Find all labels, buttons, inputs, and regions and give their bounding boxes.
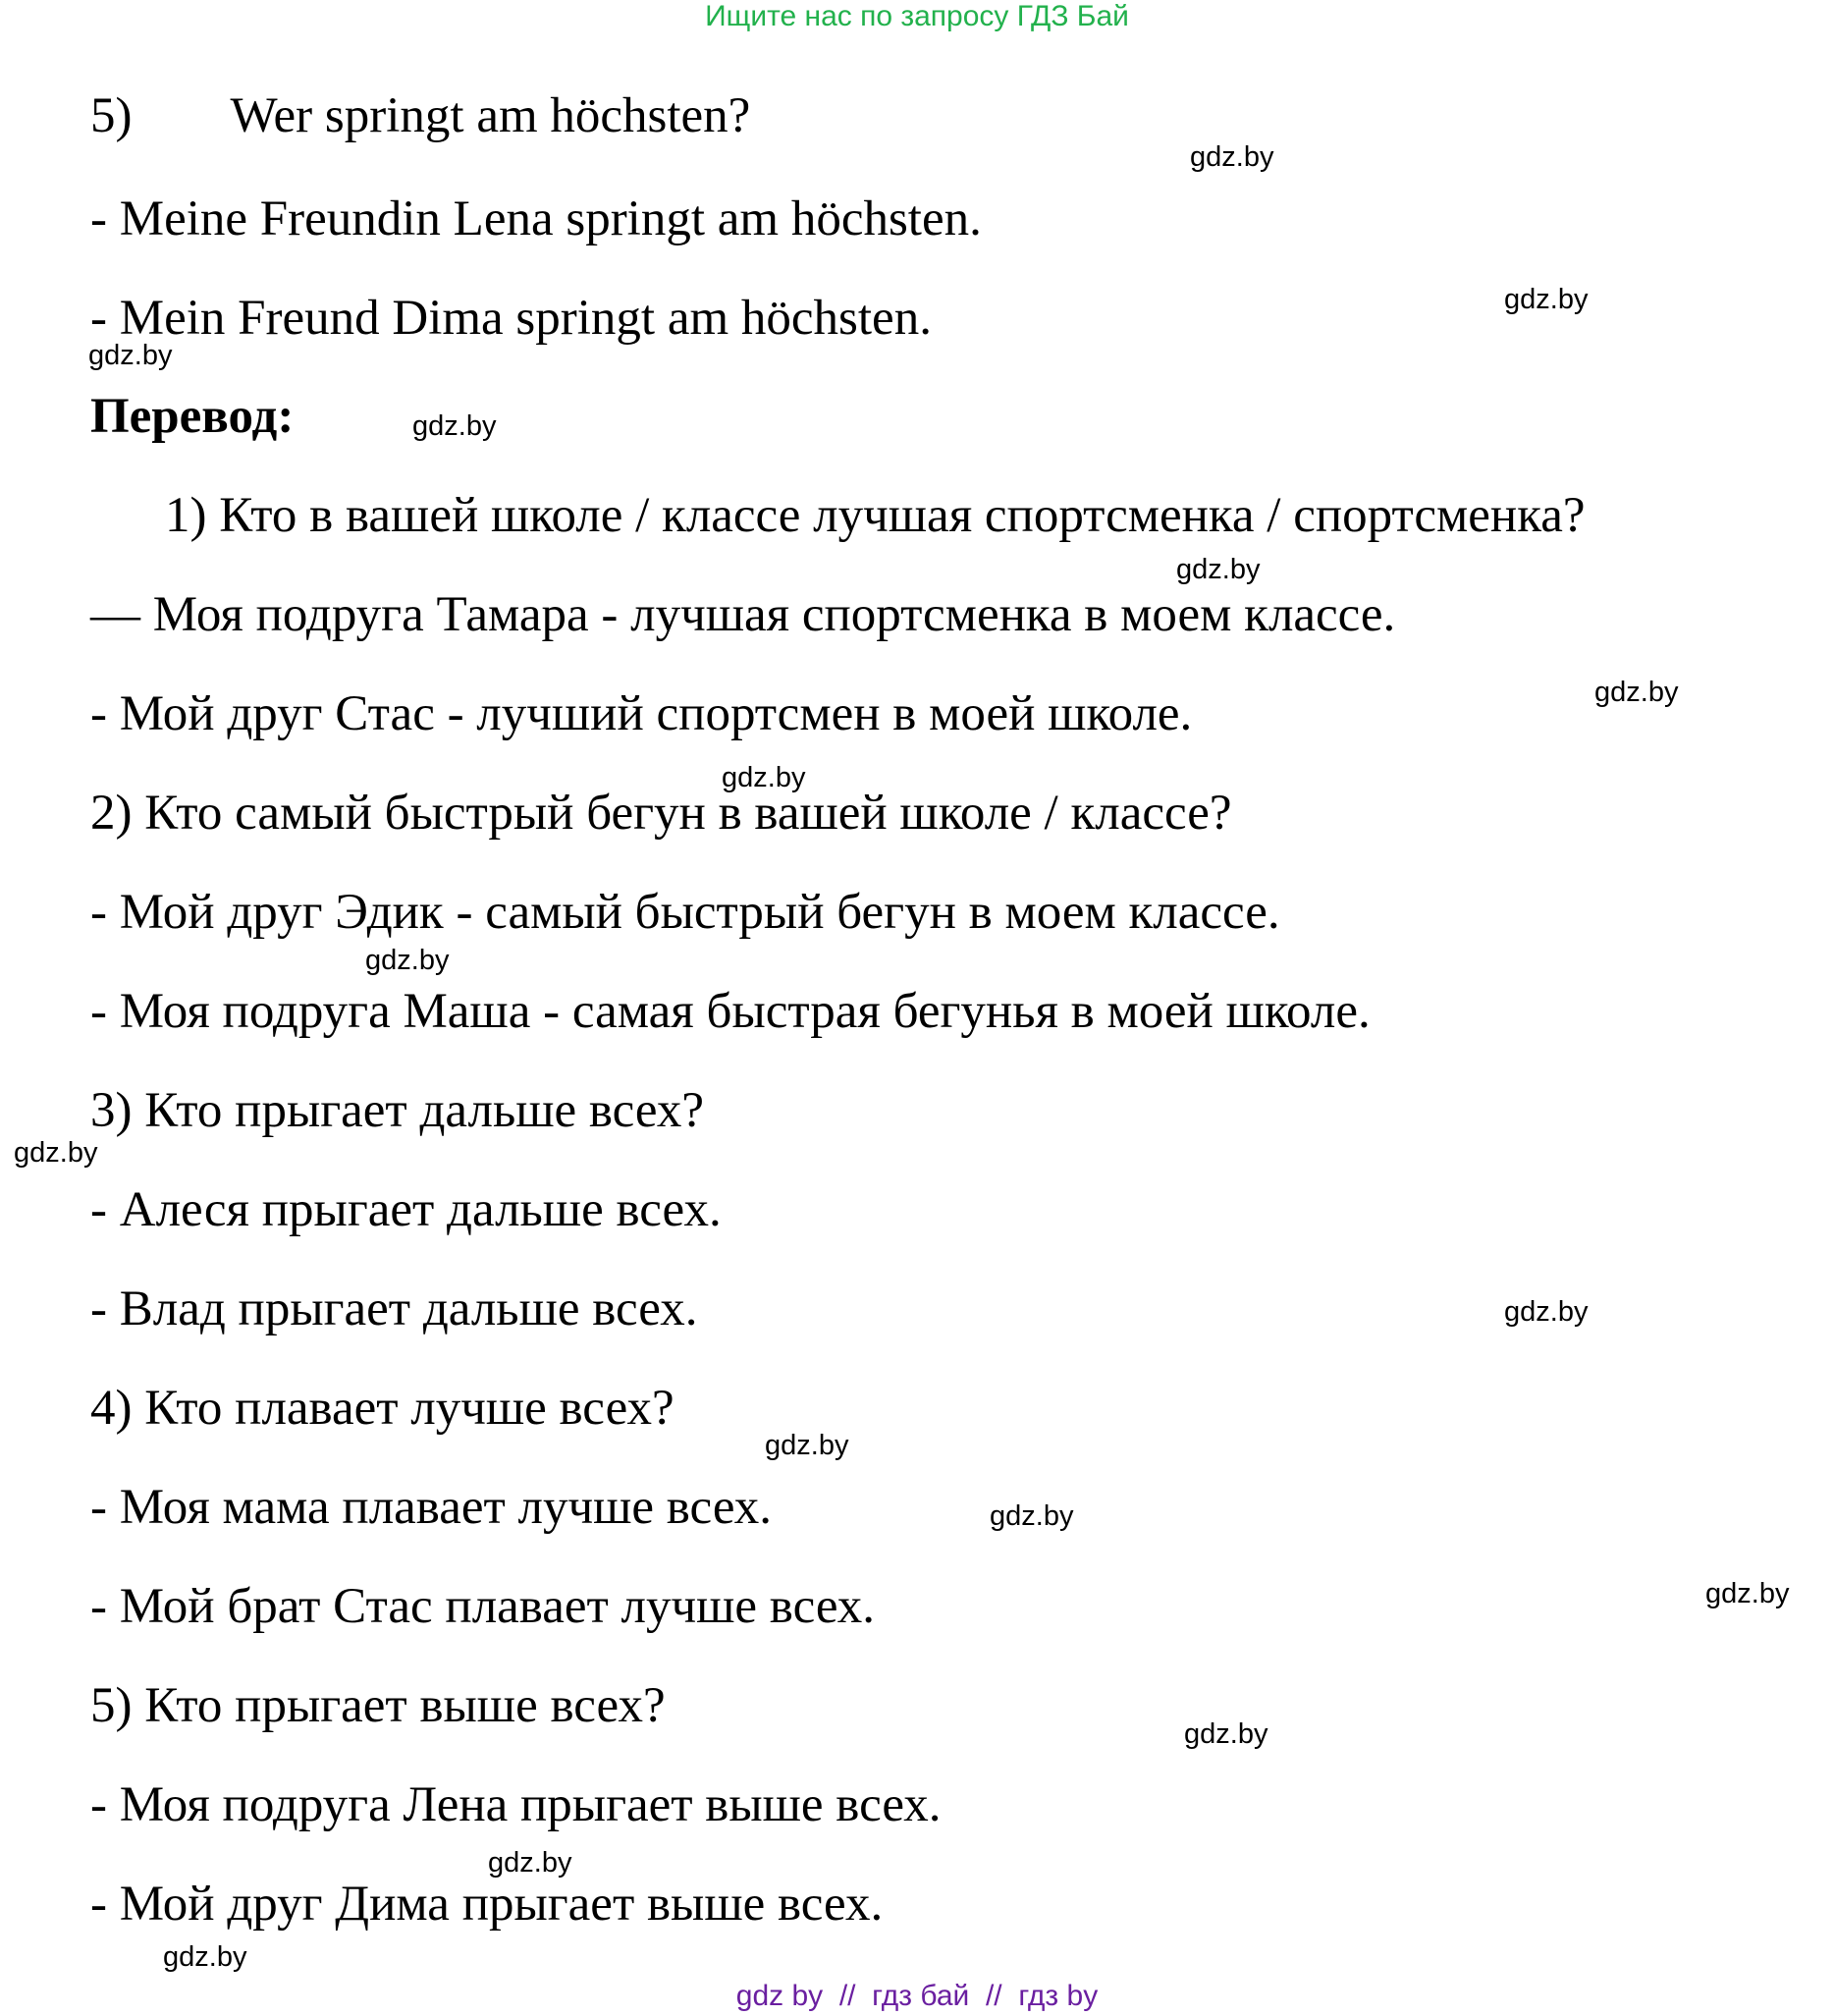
watermark: gdz.by <box>488 1847 572 1879</box>
question-number: 5) <box>90 88 133 143</box>
german-answer-1: - Meine Freundin Lena springt am höchsten. <box>90 191 982 246</box>
site-search-banner: Ищите нас по запросу ГДЗ Бай <box>705 0 1129 32</box>
german-answer-2: - Mein Freund Dima springt am höchsten. <box>90 291 932 346</box>
translation-heading: Перевод: <box>90 389 295 444</box>
watermark: gdz.by <box>722 762 806 793</box>
translation-answer-2a: - Мой друг Эдик - самый быстрый бегун в моем классе. <box>90 885 1280 940</box>
watermark: gdz.by <box>88 340 173 371</box>
translation-answer-3b: - Влад прыгает дальше всех. <box>90 1281 698 1336</box>
translation-answer-4a: - Моя мама плавает лучше всех. <box>90 1480 773 1535</box>
translation-answer-4b: - Мой брат Стас плавает лучше всех. <box>90 1579 876 1634</box>
watermark: gdz.by <box>1190 141 1274 173</box>
watermark: gdz.by <box>14 1137 98 1169</box>
translation-question-1: 1) Кто в вашей школе / классе лучшая спортсменка / спортсменка? <box>165 488 1586 543</box>
question-text: Wer springt am höchsten? <box>230 88 751 143</box>
watermark: gdz.by <box>1504 284 1589 315</box>
watermark: gdz.by <box>1176 554 1261 585</box>
translation-question-2: 2) Кто самый быстрый бегун в вашей школе / классе? <box>90 786 1232 841</box>
watermark: gdz.by <box>1594 677 1679 708</box>
translation-answer-3a: - Алеся прыгает дальше всех. <box>90 1182 722 1237</box>
watermark: gdz.by <box>765 1430 849 1461</box>
watermark: gdz.by <box>412 410 497 442</box>
watermark: gdz.by <box>163 1941 247 1973</box>
translation-answer-5a: - Моя подруга Лена прыгает выше всех. <box>90 1777 942 1832</box>
watermark: gdz.by <box>1504 1296 1589 1328</box>
site-footer-links: gdz by // гдз бай // гдз by <box>735 1980 1099 2012</box>
translation-answer-1b: - Мой друг Стас - лучший спортсмен в моей школе. <box>90 686 1193 741</box>
translation-answer-5b: - Мой друг Дима прыгает выше всех. <box>90 1877 884 1932</box>
watermark: gdz.by <box>1705 1578 1790 1609</box>
translation-question-5: 5) Кто прыгает выше всех? <box>90 1678 666 1733</box>
translation-answer-2b: - Моя подруга Маша - самая быстрая бегунья в моей школе. <box>90 984 1371 1039</box>
watermark: gdz.by <box>1184 1718 1268 1750</box>
translation-question-4: 4) Кто плавает лучше всех? <box>90 1381 674 1436</box>
translation-question-3: 3) Кто прыгает дальше всех? <box>90 1083 704 1138</box>
watermark: gdz.by <box>990 1500 1074 1532</box>
watermark: gdz.by <box>365 945 450 976</box>
translation-answer-1a: — Моя подруга Тамара - лучшая спортсменка в моем классе. <box>90 587 1396 642</box>
german-question-5 <box>90 86 750 145</box>
